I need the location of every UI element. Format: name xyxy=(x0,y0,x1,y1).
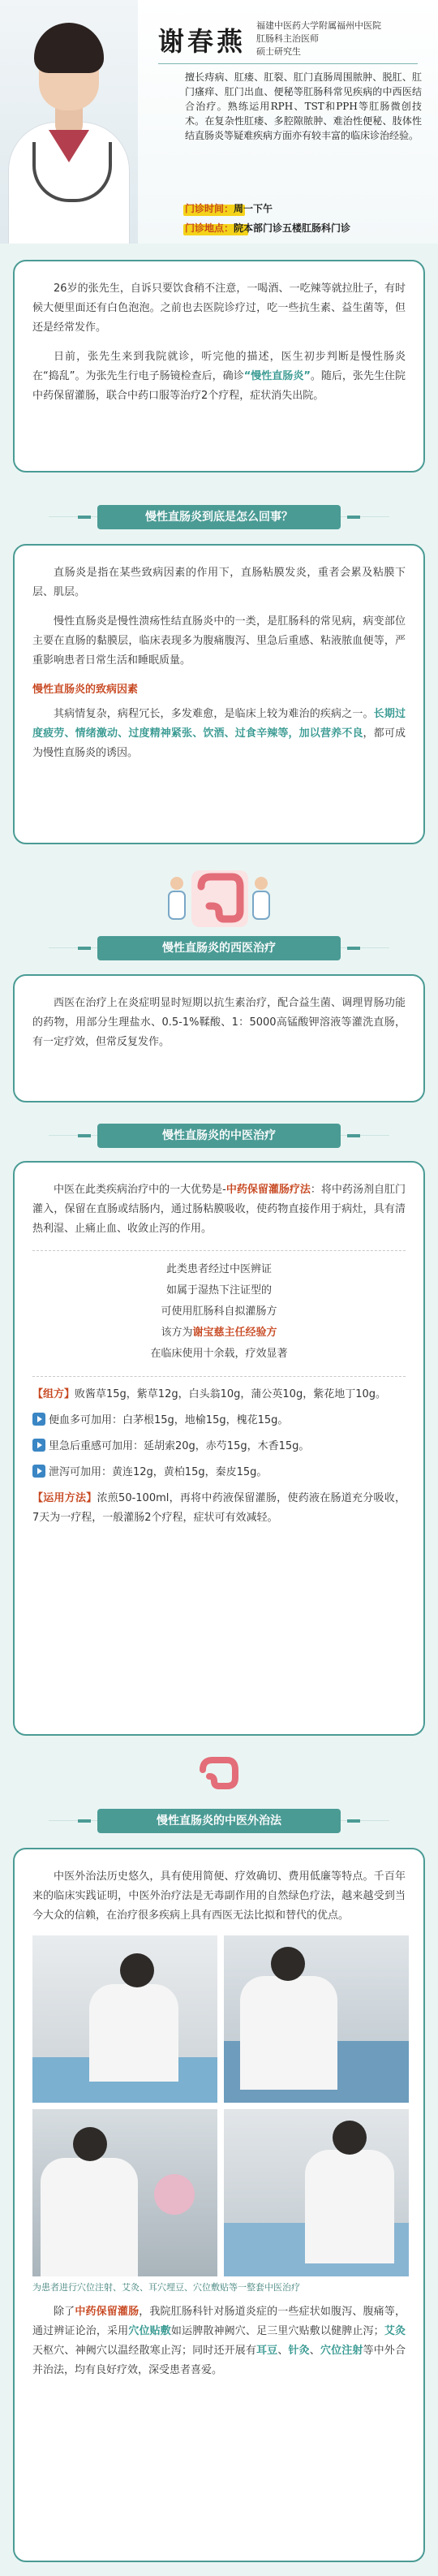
dashed-divider xyxy=(32,1376,406,1377)
center-line: 可使用肛肠科自拟灌肠方 xyxy=(161,1305,277,1318)
therapy-highlight: 针灸 xyxy=(288,2345,310,2357)
intro-card xyxy=(13,260,425,472)
causes-subheading: 慢性直肠炎的致病因素 xyxy=(32,684,139,696)
usage-label: 【运用方法】 xyxy=(32,1492,97,1504)
therapy-highlight: 耳豆 xyxy=(256,2345,278,2357)
center-line: 如属于湿热下注证型的 xyxy=(165,1284,272,1297)
intestine-illustration xyxy=(159,862,279,935)
affiliation-line: 硕士研究生 xyxy=(256,46,301,57)
treatment-photo xyxy=(224,2109,409,2276)
clinic-place-value: 院本部门诊五楼肛肠科门诊 xyxy=(234,222,351,234)
usage-line xyxy=(32,1489,406,1528)
external-text: ，我院肛肠科针对肠道炎症的一些症状如腹泻、腹痛等，通过辨证论治，采用 xyxy=(32,2306,406,2337)
photo-caption: 为患者进行穴位注射、艾灸、耳穴埋豆、穴位敷贴等一整套中医治疗 xyxy=(32,2282,300,2293)
intro-text: 日前，张先生来到我院就诊，听完他的描述，医生初步判断是慢性肠炎在“捣乱”。为张先生行电子肠镜检查后，确诊 xyxy=(32,351,406,382)
external-text: 、 xyxy=(277,2345,289,2357)
section-banner-external: 慢性直肠炎的中医外治法 xyxy=(97,1809,341,1833)
usage-text: 浓煎50-100ml，再将中药液保留灌肠，使药液在肠道充分吸收，7天为一疗程，一般灌肠2个疗程，症状可有效减轻。 xyxy=(32,1492,406,1524)
clinic-time-value: 周一下午 xyxy=(234,203,273,214)
doctor-left-coat xyxy=(169,891,185,919)
doctor-name: 谢春燕 xyxy=(158,26,247,57)
external-text: 除了 xyxy=(54,2306,75,2318)
formula-label: 【组方】 xyxy=(32,1388,75,1400)
modification-text: 里急后重感可加用：延胡索20g，赤芍15g，木香15g。 xyxy=(49,1440,310,1452)
therapy-highlight: 中药保留灌肠 xyxy=(75,2306,140,2318)
treatment-photo xyxy=(32,2109,217,2276)
causes-highlight: 长期过度疲劳、情绪激动、过度精神紧张、饮酒、过食辛辣等，加以营养不良 xyxy=(32,708,406,740)
formula-text: 败酱草15g，紫草12g，白头翁10g，蒲公英10g，紫花地丁10g。 xyxy=(75,1388,386,1400)
external-paragraph-1: 中医外治法历史悠久，具有使用简便、疗效确切、费用低廉等特点。千百年来的临床实践证明，中医外治疗法是无毒副作用的自然绿色疗法，越来越受到当今大众的信赖，在治疗很多疾病上具有西医无法比拟和替代的优点。 xyxy=(32,1871,406,1922)
external-text: 等中外合并治法，均有良好疗效，深受患者喜爱。 xyxy=(32,2345,406,2376)
external-text: 、 xyxy=(309,2345,320,2357)
header-divider xyxy=(158,63,418,64)
external-card xyxy=(13,1848,425,2562)
modification-line-1 xyxy=(32,1411,406,1430)
external-text: 天枢穴、神阙穴以温经散寒止泻；同时还开展有 xyxy=(32,2345,257,2357)
causes-text: 其病情复杂，病程冗长，多发难愈，是临床上较为难治的疾病之一。 xyxy=(54,708,374,720)
therapy-highlight: 穴位贴敷 xyxy=(128,2325,171,2337)
dashed-divider xyxy=(32,1250,406,1251)
doctor-left-head xyxy=(170,877,183,890)
experience-formula-highlight: 谢宝慈主任经验方 xyxy=(192,1327,277,1339)
intro-paragraph-1: 26岁的张先生，自诉只要饮食稍不注意，一喝酒、一吃辣等就拉肚子，有时候大便里面还有白色泡泡。之前也去医院诊疗过，吃一些抗生素、益生菌等，但还是经常发作。 xyxy=(32,283,406,334)
intestine-icon xyxy=(195,1754,243,1794)
causes-text: ，都可成为慢性直肠炎的诱因。 xyxy=(32,727,406,759)
center-line xyxy=(32,1323,406,1344)
western-card xyxy=(13,974,425,1102)
what-card xyxy=(13,544,425,844)
doctor-right-head xyxy=(255,877,268,890)
tcm-text: ：将中药汤剂自肛门灌入，保留在直肠或结肠内，通过肠粘膜吸收，使药物直接作用于病灶，具有清热利湿、止痛止血、收敛止泻的作用。 xyxy=(32,1184,406,1235)
doctor-header xyxy=(0,0,438,244)
section-banner-tcm: 慢性直肠炎的中医治疗 xyxy=(97,1124,341,1148)
modification-text: 泄泻可加用：黄连12g，黄柏15g，秦皮15g。 xyxy=(49,1466,268,1478)
doctor-description: 擅长痔病、肛瘘、肛裂、肛门直肠周围脓肿、脱肛、肛门瘙痒、肛门出血、便秘等肛肠科常见疾病的中西医结合治疗。熟练运用RPH、TST和PPH等肛肠微创技术。在复杂性肛瘘、多腔隙脓肿、难治性便秘、肢体性结直肠炎等疑难疾病方面亦有较丰富的临床诊治经验。 xyxy=(185,71,422,141)
doctor-affiliation xyxy=(256,19,427,58)
center-text: 该方为 xyxy=(161,1327,193,1339)
diagnosis-highlight: “慢性直肠炎” xyxy=(243,370,311,382)
clinic-time-label: 门诊时间： xyxy=(185,203,234,214)
play-icon xyxy=(32,1413,45,1426)
modification-line-2 xyxy=(32,1437,406,1456)
treatment-photo-grid xyxy=(32,1935,409,2276)
intro-paragraph-2 xyxy=(32,347,406,406)
formula-line xyxy=(32,1385,406,1405)
center-line: 此类患者经过中医辨证 xyxy=(165,1263,272,1275)
play-icon xyxy=(32,1465,45,1478)
modification-text: 便血多可加用：白茅根15g，地榆15g，槐花15g。 xyxy=(49,1414,289,1426)
external-text: 如运脾散神阙穴、足三里穴贴敷以健脾止泻； xyxy=(170,2325,384,2337)
tcm-text: 中医在此类疾病治疗中的一大优势是- xyxy=(54,1184,226,1196)
affiliation-line: 肛肠科主治医师 xyxy=(256,33,319,44)
clinic-place-label: 门诊地点： xyxy=(185,222,234,234)
section-banner-what: 慢性直肠炎到底是怎么回事？ xyxy=(97,505,341,529)
play-icon xyxy=(32,1439,45,1452)
tcm-card xyxy=(13,1161,425,1736)
western-paragraph: 西医在治疗上在炎症明显时短期以抗生素治疗，配合益生菌、调理胃肠功能的药物，用部分生理盐水、0.5-1%鞣酸、1：5000高锰酸钾溶液等灌洗直肠，有一定疗效，但常反复发作。 xyxy=(32,997,406,1048)
doctor-portrait xyxy=(0,0,138,244)
affiliation-line: 福建中医药大学附属福州中医院 xyxy=(256,20,381,31)
tcm-paragraph-1 xyxy=(32,1180,406,1239)
intro-text: 。随后，张先生住院中药保留灌肠，联合中药口服等治疗2个疗程，症状消失出院。 xyxy=(32,370,406,402)
external-paragraph-2 xyxy=(32,2302,406,2380)
clinic-place xyxy=(185,221,350,235)
therapy-highlight: 穴位注射 xyxy=(320,2345,363,2357)
modification-line-3 xyxy=(32,1463,406,1482)
clinic-time xyxy=(185,201,273,215)
what-paragraph-1: 直肠炎是指在某些致病因素的作用下，直肠粘膜发炎，重者会累及粘膜下层、肌层。 xyxy=(32,567,406,598)
therapy-highlight: 艾灸 xyxy=(384,2325,406,2337)
what-paragraph-3 xyxy=(32,705,406,763)
center-line: 在临床使用十余载，疗效显著 xyxy=(150,1348,288,1360)
treatment-photo xyxy=(32,1935,217,2103)
what-paragraph-2: 慢性直肠炎是慢性溃疡性结直肠炎中的一类，是肛肠科的常见病，病变部位主要在直肠的黏膜层，临床表现多为腹痛腹泻、里急后重感、粘液脓血便等，严重影响患者日常生活和睡眠质量。 xyxy=(32,615,406,667)
treatment-photo xyxy=(224,1935,409,2103)
enema-highlight: 中药保留灌肠疗法 xyxy=(225,1184,311,1196)
doctor-right-coat xyxy=(253,891,269,919)
section-banner-western: 慢性直肠炎的西医治疗 xyxy=(97,936,341,960)
